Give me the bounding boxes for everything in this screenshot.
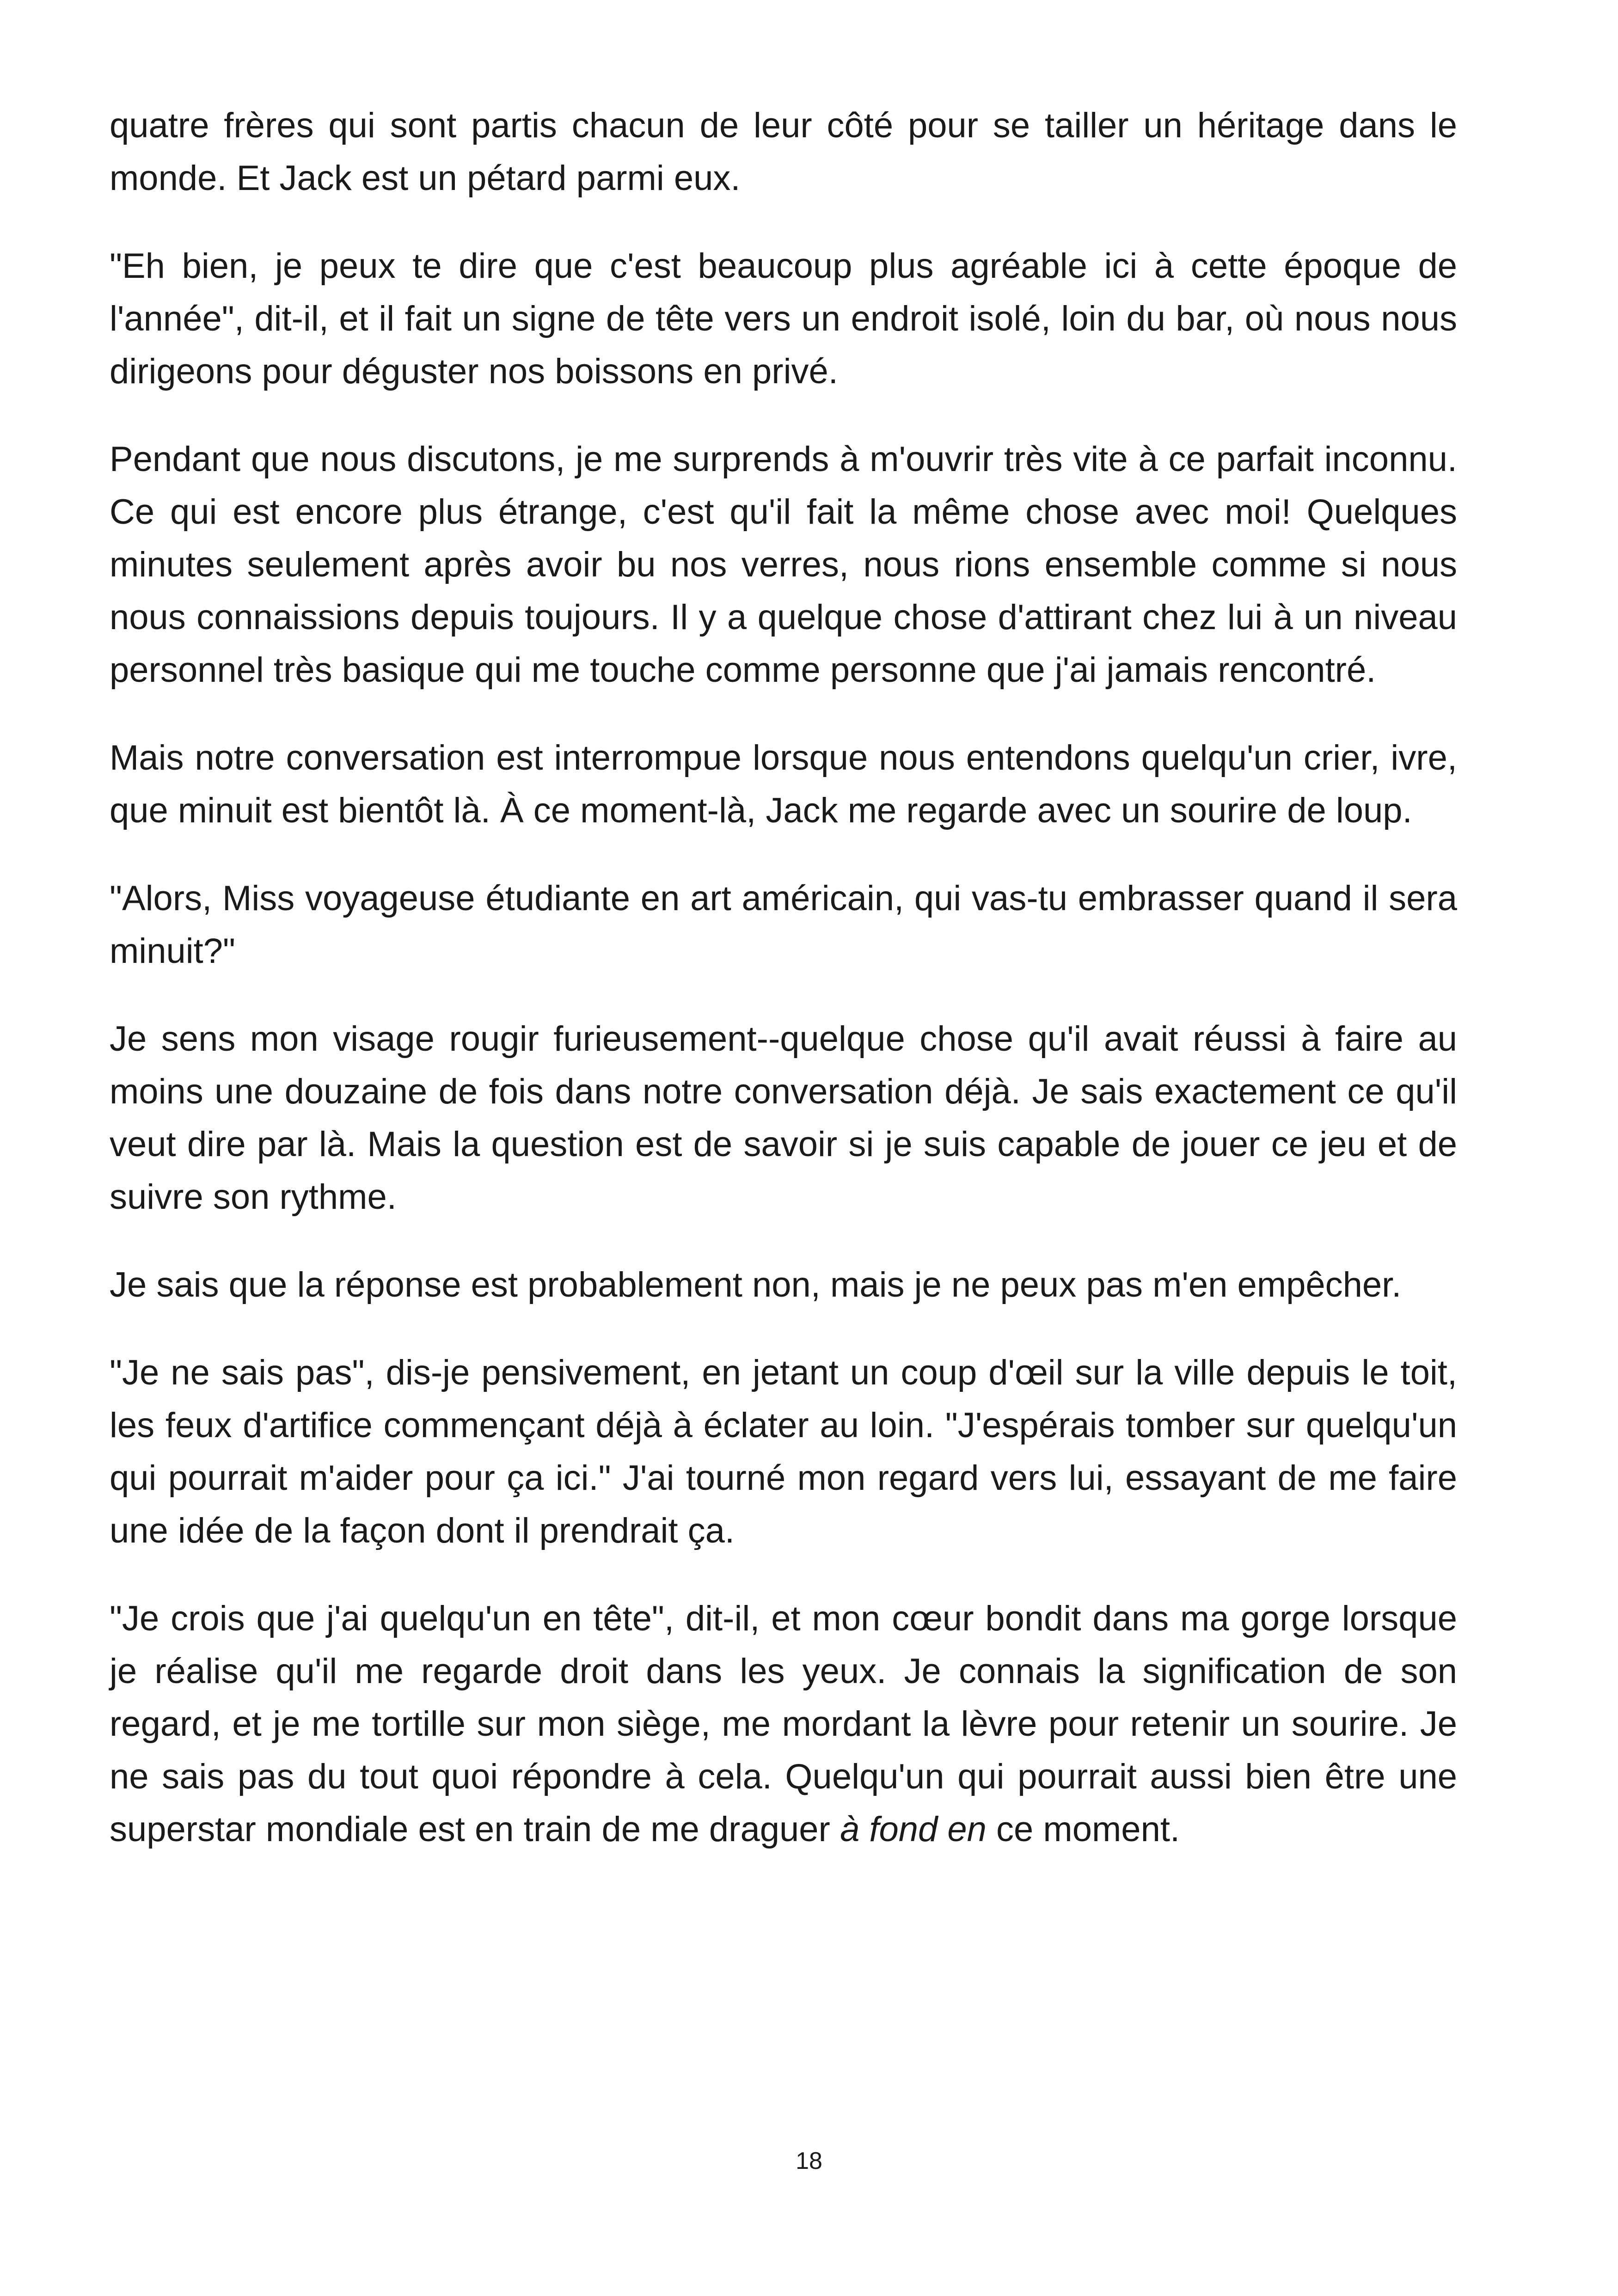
paragraph-text: Je sens mon visage rougir furieusement--quelque chose qu'il avait réussi à faire au moins une douzaine de fois dans notre conversation déjà. Je sais exactement ce qu'il veut dire par là. Mais la question est de savoir si je suis capable de jouer ce jeu et de suivre son rythme. — [110, 1019, 1457, 1217]
paragraph — [110, 1013, 1457, 1224]
paragraph — [110, 872, 1457, 978]
paragraph — [110, 240, 1457, 398]
paragraph — [110, 1259, 1457, 1311]
italic-text: à fond en — [840, 1810, 987, 1849]
paragraph-text: quatre frères qui sont partis chacun de leur côté pour se tailler un héritage dans le monde. Et Jack est un pétard parmi eux. — [110, 106, 1457, 198]
paragraph-text: "Eh bien, je peux te dire que c'est beaucoup plus agréable ici à cette époque de l'année", dit-il, et il fait un signe de tête vers un endroit isolé, loin du bar, où nous nous dirigeons pour déguster nos boissons en privé. — [110, 246, 1457, 391]
paragraph-text: "Je ne sais pas", dis-je pensivement, en jetant un coup d'œil sur la ville depuis le toit, les feux d'artifice commençant déjà à éclater au loin. "J'espérais tomber sur quelqu'un qui pourrait m'aider pour ça ici." J'ai tourné mon regard vers lui, essayant de me faire une idée de la façon dont il prendrait ça. — [110, 1353, 1457, 1550]
paragraph-text: Je sais que la réponse est probablement non, mais je ne peux pas m'en empêcher. — [110, 1265, 1402, 1304]
paragraph — [110, 732, 1457, 837]
paragraph — [110, 1347, 1457, 1557]
paragraph-text: Mais notre conversation est interrompue lorsque nous entendons quelqu'un crier, ivre, que minuit est bientôt là. À ce moment-là, Jack me regarde avec un sourire de loup. — [110, 738, 1457, 830]
paragraph — [110, 433, 1457, 697]
paragraph-text: Pendant que nous discutons, je me surprends à m'ouvrir très vite à ce parfait inconnu. Ce qui est encore plus étrange, c'est qu'il fait la même chose avec moi! Quelques minutes seulement après avoir bu nos verres, nous rions ensemble comme si nous nous connaissions depuis toujours. Il y a quelque chose d'attirant chez lui à un niveau personnel très basique qui me touche comme personne que j'ai jamais rencontré. — [110, 440, 1457, 690]
paragraph — [110, 1592, 1457, 1856]
paragraph-text: "Alors, Miss voyageuse étudiante en art américain, qui vas-tu embrasser quand il sera minuit?" — [110, 879, 1457, 971]
page-number: 18 — [796, 2148, 822, 2174]
paragraph — [110, 99, 1457, 205]
paragraph-text: ce moment. — [986, 1810, 1180, 1849]
paragraph-text: "Je crois que j'ai quelqu'un en tête", dit-il, et mon cœur bondit dans ma gorge lorsque je réalise qu'il me regarde droit dans les yeux. Je connais la signification de son regard, et je me tortille sur mon siège, me mordant la lèvre pour retenir un sourire. Je ne sais pas du tout quoi répondre à cela. Quelqu'un qui pourrait aussi bien être une superstar mondiale est en train de me draguer — [110, 1599, 1457, 1849]
body-text — [110, 99, 1457, 1856]
